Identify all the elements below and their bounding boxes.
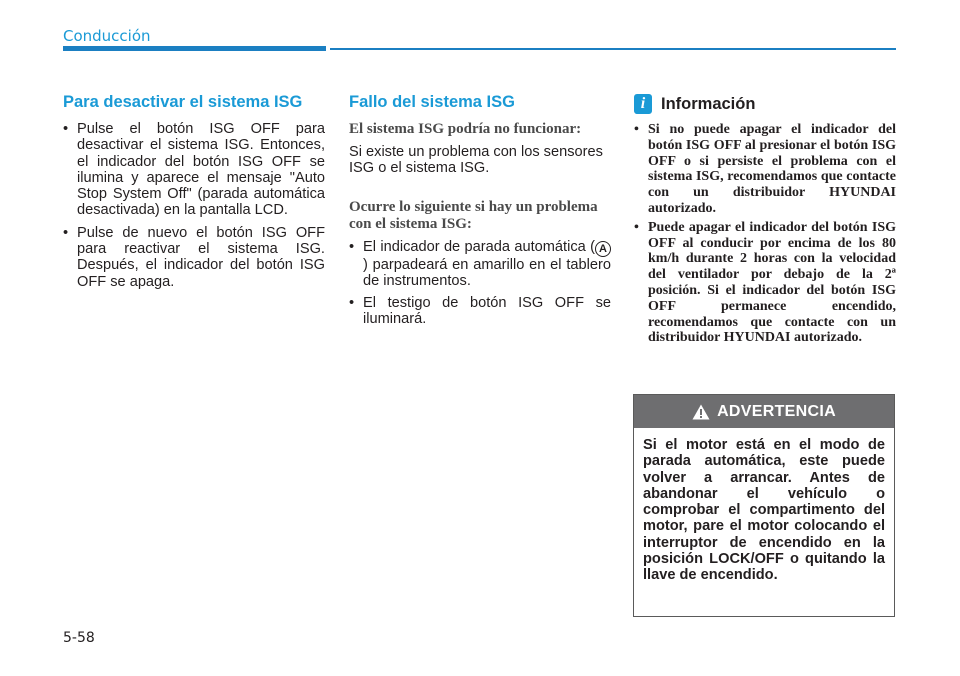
list-item: • El testigo de botón ISG OFF se iluminará. [349,295,611,328]
failure-heading: Fallo del sistema ISG [349,93,515,111]
failure-list [349,239,611,328]
warning-header [634,395,894,428]
warning-body: Si el motor está en el modo de parada automática, este puede volver a arrancar. Antes de abandonar el vehículo o comprobar el compartimento del motor, pare el motor colocando el interruptor de encendido en la posición LOCK/OFF o quitando la llave de encendido. [643,437,885,584]
auto-stop-indicator-icon: A [595,241,611,257]
warning-triangle-icon [692,404,710,420]
list-item: • Pulse de nuevo el botón ISG OFF para reactivar el sistema ISG. Después, el indicador del botón ISG OFF se apaga. [63,225,325,290]
list-item [349,239,611,290]
warning-title: ADVERTENCIA [717,402,836,420]
deactivate-list [63,121,325,290]
header-rule-thick [63,46,326,51]
list-item: • Pulse el botón ISG OFF para desactivar el sistema ISG. Entonces, el indicador del botón ISG OFF se ilumina y aparece el mensaje "Auto Stop System Off" (parada automática desactivada) en la pantalla LCD. [63,121,325,219]
info-list [634,122,896,346]
bullet-text-pre: El indicador de parada automática ( [363,238,595,255]
list-item: • Si no puede apagar el indicador del botón ISG OFF al presionar el botón ISG OFF o si persiste el problema con el sistema ISG, recomendamos que contacte con un distribuidor HYUNDAI autorizado. [634,122,896,217]
list-item: • Puede apagar el indicador del botón ISG OFF al conducir por encima de los 80 km/h durante 2 horas con la velocidad del ventilador por debajo de la 2ª posición. Si el indicador del botón ISG OFF permanece encendido, recomendamos que contacte con un distribuidor HYUNDAI autorizado. [634,220,896,346]
column-failure [349,93,611,334]
failure-subheading-2: Ocurre lo siguiente si hay un problema con el sistema ISG: [349,198,598,232]
header-rule-thin [330,48,896,50]
column-deactivate [63,93,325,296]
column-info [634,93,896,349]
warning-box [633,394,895,617]
section-label: Conducción [63,27,151,45]
info-title: Información [661,94,756,113]
bullet-text-post: ) parpadeará en amarillo en el tablero de instrumentos. [363,256,611,289]
page-number: 5-58 [63,630,95,646]
deactivate-heading: Para desactivar el sistema ISG [63,93,303,111]
failure-subheading-1: El sistema ISG podría no funcionar: [349,121,582,137]
info-header [634,93,896,115]
failure-paragraph: Si existe un problema con los sensores ISG o el sistema ISG. [349,144,603,177]
info-icon: i [634,94,652,114]
